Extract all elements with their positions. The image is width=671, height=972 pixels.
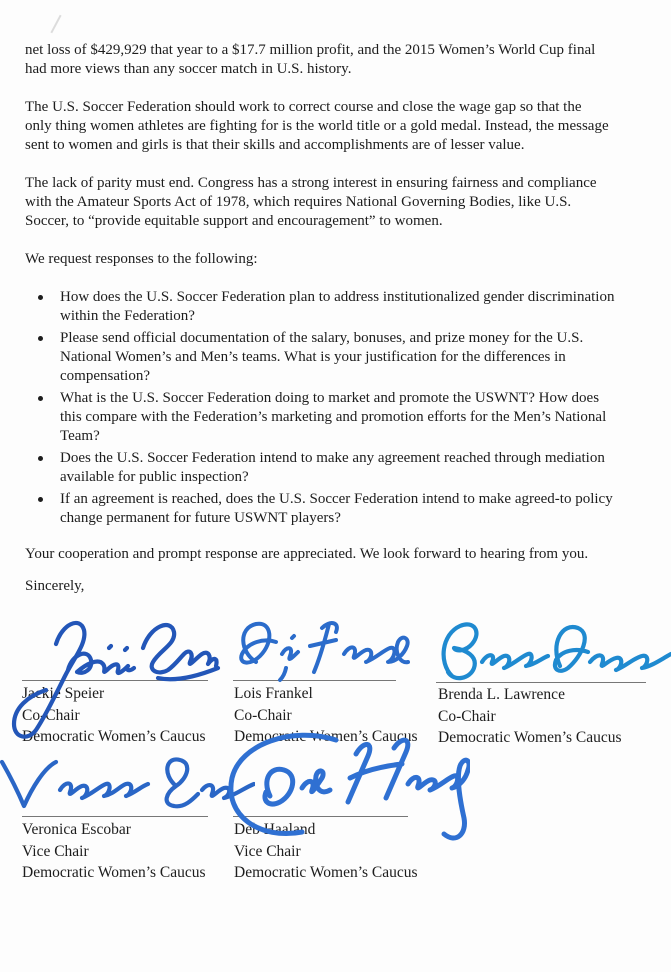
signer-org: Democratic Women’s Caucus: [438, 729, 622, 746]
signer-title: Vice Chair: [234, 842, 301, 860]
signer-name: Brenda L. Lawrence: [438, 686, 565, 703]
signer-title: Vice Chair: [22, 842, 89, 860]
bullet-text: What is the U.S. Soccer Federation doing to market and promote the USWNT? How does this compare with the Federation’s marketing and promotion efforts for the Men’s National Team?: [60, 390, 607, 444]
bullet-text: If an agreement is reached, does the U.S. Soccer Federation intend to make agreed-to policy change permanent for future USWNT players?: [60, 491, 613, 526]
signature-line: [22, 680, 208, 681]
signer-title: Co-Chair: [438, 707, 496, 725]
signer-block-jackie-speier: [22, 683, 206, 748]
paragraph-profit: net loss of $429,929 that year to a $17.7 million profit, and the 2015 Women’s World Cup final had more views than any soccer match in U.S. history.: [25, 42, 596, 77]
signer-org: Democratic Women’s Caucus: [22, 728, 206, 745]
signature-veronica-escobar: [0, 748, 255, 826]
scan-artifact: [50, 15, 61, 34]
paragraph-wage-gap: The U.S. Soccer Federation should work to correct course and close the wage gap so that the only thing women athletes are fighting for is the world title or a gold medal. Instead, the message sent to women and girls is that their skills and accomplishments are of lesser value.: [25, 99, 609, 153]
signature-line: [233, 816, 408, 817]
signer-block-veronica-escobar: [22, 819, 206, 884]
list-item: [25, 288, 665, 326]
signer-name: Veronica Escobar: [22, 821, 131, 838]
signer-org: Democratic Women’s Caucus: [234, 864, 418, 881]
paragraph-parity: The lack of parity must end. Congress has a strong interest in ensuring fairness and compliance with the Amateur Sports Act of 1978, which requires National Governing Bodies, like U.S. Soccer, to “provide equitable support and encouragement” to women.: [25, 175, 597, 229]
signature-line: [22, 816, 208, 817]
signature-line: [436, 682, 646, 683]
paragraph-request: We request responses to the following:: [25, 251, 258, 267]
question-list: [25, 288, 665, 528]
bullet-text: Please send official documentation of the salary, bonuses, and prize money for the U.S. National Women’s and Men’s teams. What is your justification for the differences in compensation?: [60, 330, 584, 384]
signer-name: Lois Frankel: [234, 685, 313, 702]
signer-block-brenda-lawrence: [438, 684, 622, 749]
bullet-text: Does the U.S. Soccer Federation intend to make any agreement reached through mediation available for public inspection?: [60, 450, 605, 485]
signature-line: [233, 680, 396, 681]
signer-name: Jackie Speier: [22, 685, 105, 702]
signer-name: Deb Haaland: [234, 821, 316, 838]
signer-title: Co-Chair: [234, 706, 292, 724]
signer-title: Co-Chair: [22, 706, 80, 724]
bullet-icon: [38, 497, 43, 502]
list-item: [25, 389, 665, 446]
list-item: [25, 449, 665, 487]
letter-body: [25, 41, 665, 596]
bullet-icon: [38, 336, 43, 341]
list-item: [25, 329, 665, 386]
signer-org: Democratic Women’s Caucus: [22, 864, 206, 881]
bullet-icon: [38, 456, 43, 461]
bullet-icon: [38, 396, 43, 401]
valediction: Sincerely,: [25, 578, 85, 594]
bullet-icon: [38, 295, 43, 300]
list-item: [25, 490, 665, 528]
bullet-text: How does the U.S. Soccer Federation plan to address institutionalized gender discrimination within the Federation?: [60, 289, 615, 324]
signer-org: Democratic Women’s Caucus: [234, 728, 418, 745]
signer-block-lois-frankel: [234, 683, 418, 748]
closing-line: Your cooperation and prompt response are appreciated. We look forward to hearing from you.: [25, 546, 589, 562]
signer-block-deb-haaland: [234, 819, 418, 884]
